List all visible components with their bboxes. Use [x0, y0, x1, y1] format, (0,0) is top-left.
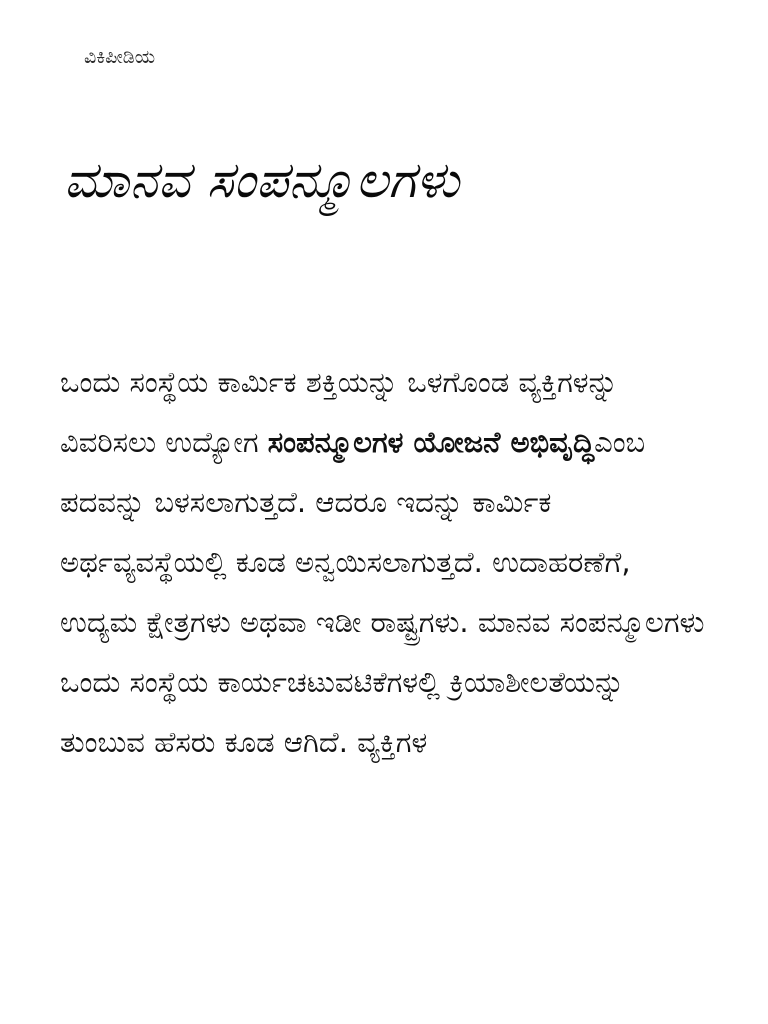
intro-text-start: ಒಂದು ಸಂಸ್ಥೆಯ ಕಾರ್ಮಿಕ ಶಕ್ತಿಯನ್ನು ಒಳಗೊಂಡ ವ್ಯಕ್ತಿಗಳನ್ನು ವಿವರಿಸಲು ಉದ್ಯೋಗ	[60, 365, 618, 459]
page-title: ಮಾನವ ಸಂಪನ್ಮೂಲಗಳು	[64, 151, 460, 209]
bold-term-link[interactable]: ಸಂಪನ್ಮೂಲಗಳ ಯೋಜನೆ ಅಭಿವೃದ್ಧಿ	[267, 425, 595, 459]
intro-text-rest: ಎಂಬ ಪದವನ್ನು ಬಳಸಲಾಗುತ್ತದೆ. ಆದರೂ ಇದನ್ನು ಕಾರ್ಮಿಕ ಅರ್ಥವ್ಯವಸ್ಥೆಯಲ್ಲಿ ಕೂಡ ಅನ್ವಯಿಸಲಾಗುತ್ತದೆ. ಉದಾಹರಣೆಗೆ, ಉದ್ಯಮ ಕ್ಷೇತ್ರಗಳು ಅಥವಾ ಇಡೀ ರಾಷ್ಟ್ರಗಳು. ಮಾನವ ಸಂಪನ್ಮೂಲಗಳು ಒಂದು ಸಂಸ್ಥೆಯ ಕಾರ್ಯಚಟುವಟಿಕೆಗಳಲ್ಲಿ ಕ್ರಿಯಾಶೀಲತೆಯನ್ನು ತುಂಬುವ ಹೆಸರು ಕೂಡ ಆಗಿದೆ. ವ್ಯಕ್ತಿಗಳ	[60, 425, 705, 759]
site-name: ವಿಕಿಪೀಡಿಯ	[84, 46, 156, 68]
article-intro-paragraph	[60, 352, 710, 772]
